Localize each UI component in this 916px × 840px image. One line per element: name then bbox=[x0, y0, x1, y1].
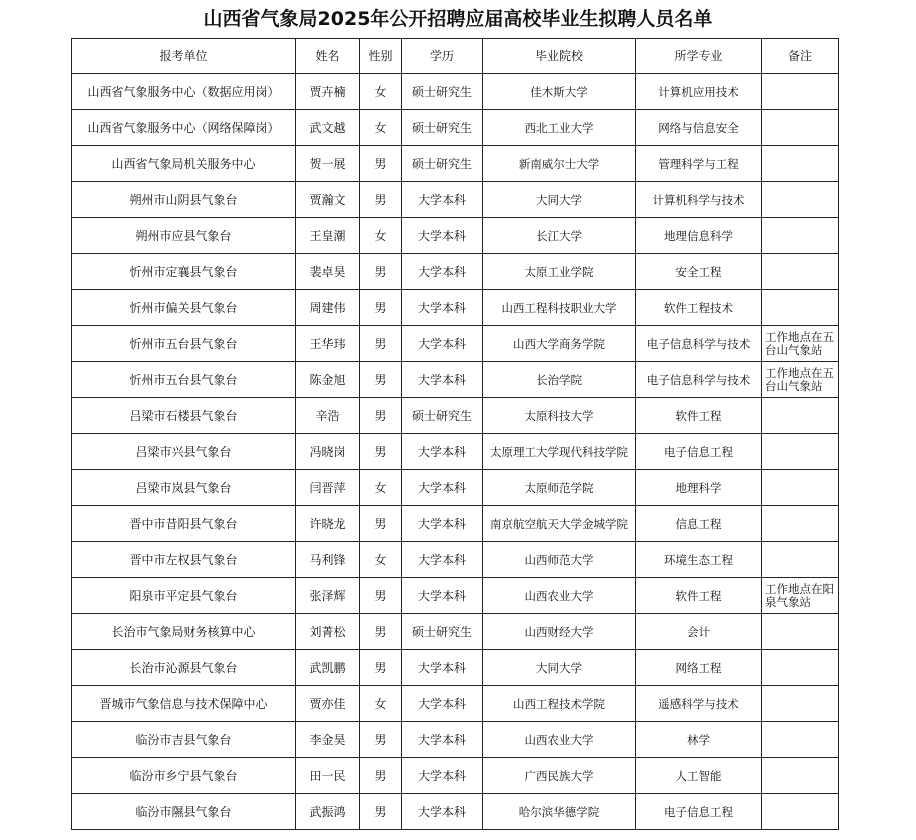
cell-note bbox=[762, 110, 839, 146]
table-row bbox=[72, 74, 839, 110]
cell-note: 工作地点在阳泉气象站 bbox=[762, 578, 839, 614]
cell-note bbox=[762, 290, 839, 326]
cell-gender: 男 bbox=[360, 794, 402, 830]
cell-name: 贾亦佳 bbox=[296, 686, 360, 722]
cell-major: 遥感科学与技术 bbox=[636, 686, 762, 722]
cell-name: 武文越 bbox=[296, 110, 360, 146]
header-school: 毕业院校 bbox=[483, 39, 636, 74]
cell-major: 网络与信息安全 bbox=[636, 110, 762, 146]
cell-name: 冯晓岗 bbox=[296, 434, 360, 470]
cell-degree: 大学本科 bbox=[402, 722, 483, 758]
table-row bbox=[72, 254, 839, 290]
cell-major: 电子信息工程 bbox=[636, 794, 762, 830]
cell-name: 闫晋萍 bbox=[296, 470, 360, 506]
cell-unit: 朔州市应县气象台 bbox=[72, 218, 296, 254]
table-row bbox=[72, 218, 839, 254]
table-row bbox=[72, 362, 839, 398]
cell-school: 太原师范学院 bbox=[483, 470, 636, 506]
cell-name: 马利锋 bbox=[296, 542, 360, 578]
table-row bbox=[72, 578, 839, 614]
cell-name: 许晓龙 bbox=[296, 506, 360, 542]
cell-degree: 大学本科 bbox=[402, 506, 483, 542]
cell-major: 环境生态工程 bbox=[636, 542, 762, 578]
cell-note bbox=[762, 470, 839, 506]
cell-degree: 大学本科 bbox=[402, 326, 483, 362]
table-row bbox=[72, 182, 839, 218]
table-row bbox=[72, 722, 839, 758]
table-row bbox=[72, 470, 839, 506]
cell-gender: 男 bbox=[360, 290, 402, 326]
cell-school: 西北工业大学 bbox=[483, 110, 636, 146]
cell-major: 电子信息工程 bbox=[636, 434, 762, 470]
cell-major: 人工智能 bbox=[636, 758, 762, 794]
header-gender: 性别 bbox=[360, 39, 402, 74]
header-row bbox=[72, 39, 839, 74]
cell-unit: 朔州市山阴县气象台 bbox=[72, 182, 296, 218]
cell-name: 张泽辉 bbox=[296, 578, 360, 614]
cell-degree: 硕士研究生 bbox=[402, 74, 483, 110]
roster-table bbox=[71, 38, 839, 830]
header-degree: 学历 bbox=[402, 39, 483, 74]
table-row bbox=[72, 542, 839, 578]
header-name: 姓名 bbox=[296, 39, 360, 74]
cell-unit: 长治市沁源县气象台 bbox=[72, 650, 296, 686]
cell-note bbox=[762, 74, 839, 110]
cell-unit: 山西省气象局机关服务中心 bbox=[72, 146, 296, 182]
cell-degree: 大学本科 bbox=[402, 254, 483, 290]
table-row bbox=[72, 686, 839, 722]
cell-school: 大同大学 bbox=[483, 650, 636, 686]
cell-unit: 吕梁市石楼县气象台 bbox=[72, 398, 296, 434]
cell-unit: 阳泉市平定县气象台 bbox=[72, 578, 296, 614]
cell-name: 贾卉楠 bbox=[296, 74, 360, 110]
cell-degree: 硕士研究生 bbox=[402, 614, 483, 650]
cell-gender: 男 bbox=[360, 722, 402, 758]
cell-gender: 女 bbox=[360, 542, 402, 578]
table-row bbox=[72, 146, 839, 182]
cell-name: 李金昊 bbox=[296, 722, 360, 758]
cell-name: 武凯鹏 bbox=[296, 650, 360, 686]
cell-note bbox=[762, 722, 839, 758]
cell-major: 计算机科学与技术 bbox=[636, 182, 762, 218]
cell-gender: 男 bbox=[360, 182, 402, 218]
table-row bbox=[72, 506, 839, 542]
cell-degree: 大学本科 bbox=[402, 686, 483, 722]
cell-unit: 晋中市昔阳县气象台 bbox=[72, 506, 296, 542]
cell-gender: 男 bbox=[360, 506, 402, 542]
cell-gender: 男 bbox=[360, 650, 402, 686]
cell-unit: 临汾市乡宁县气象台 bbox=[72, 758, 296, 794]
cell-major: 地理科学 bbox=[636, 470, 762, 506]
cell-gender: 男 bbox=[360, 758, 402, 794]
cell-note bbox=[762, 398, 839, 434]
table-row bbox=[72, 398, 839, 434]
table-row bbox=[72, 110, 839, 146]
cell-gender: 女 bbox=[360, 74, 402, 110]
cell-name: 裴卓昊 bbox=[296, 254, 360, 290]
cell-degree: 大学本科 bbox=[402, 362, 483, 398]
cell-degree: 大学本科 bbox=[402, 578, 483, 614]
table-row bbox=[72, 434, 839, 470]
cell-note bbox=[762, 794, 839, 830]
cell-unit: 山西省气象服务中心（网络保障岗） bbox=[72, 110, 296, 146]
cell-name: 贾瀚文 bbox=[296, 182, 360, 218]
cell-unit: 临汾市吉县气象台 bbox=[72, 722, 296, 758]
cell-degree: 大学本科 bbox=[402, 542, 483, 578]
cell-major: 信息工程 bbox=[636, 506, 762, 542]
cell-name: 武振鸿 bbox=[296, 794, 360, 830]
cell-major: 电子信息科学与技术 bbox=[636, 326, 762, 362]
cell-note bbox=[762, 146, 839, 182]
header-unit: 报考单位 bbox=[72, 39, 296, 74]
cell-school: 长治学院 bbox=[483, 362, 636, 398]
cell-degree: 硕士研究生 bbox=[402, 398, 483, 434]
cell-gender: 女 bbox=[360, 110, 402, 146]
cell-degree: 大学本科 bbox=[402, 290, 483, 326]
cell-major: 软件工程 bbox=[636, 398, 762, 434]
cell-school: 新南威尔士大学 bbox=[483, 146, 636, 182]
table-header bbox=[72, 39, 839, 74]
cell-note bbox=[762, 758, 839, 794]
cell-major: 网络工程 bbox=[636, 650, 762, 686]
cell-name: 刘菁松 bbox=[296, 614, 360, 650]
cell-unit: 长治市气象局财务核算中心 bbox=[72, 614, 296, 650]
cell-school: 太原理工大学现代科技学院 bbox=[483, 434, 636, 470]
cell-school: 大同大学 bbox=[483, 182, 636, 218]
cell-unit: 临汾市隰县气象台 bbox=[72, 794, 296, 830]
cell-major: 电子信息科学与技术 bbox=[636, 362, 762, 398]
cell-note bbox=[762, 254, 839, 290]
cell-degree: 大学本科 bbox=[402, 758, 483, 794]
cell-major: 管理科学与工程 bbox=[636, 146, 762, 182]
cell-unit: 忻州市五台县气象台 bbox=[72, 326, 296, 362]
cell-name: 贺一展 bbox=[296, 146, 360, 182]
cell-unit: 吕梁市岚县气象台 bbox=[72, 470, 296, 506]
table-row bbox=[72, 290, 839, 326]
cell-school: 山西师范大学 bbox=[483, 542, 636, 578]
cell-gender: 男 bbox=[360, 326, 402, 362]
cell-gender: 男 bbox=[360, 578, 402, 614]
cell-major: 软件工程 bbox=[636, 578, 762, 614]
cell-gender: 男 bbox=[360, 254, 402, 290]
cell-major: 软件工程技术 bbox=[636, 290, 762, 326]
cell-degree: 大学本科 bbox=[402, 794, 483, 830]
table-row bbox=[72, 650, 839, 686]
cell-unit: 忻州市定襄县气象台 bbox=[72, 254, 296, 290]
cell-degree: 硕士研究生 bbox=[402, 110, 483, 146]
cell-school: 山西工程科技职业大学 bbox=[483, 290, 636, 326]
cell-note bbox=[762, 650, 839, 686]
cell-note bbox=[762, 218, 839, 254]
cell-degree: 大学本科 bbox=[402, 434, 483, 470]
cell-gender: 女 bbox=[360, 686, 402, 722]
cell-degree: 大学本科 bbox=[402, 470, 483, 506]
cell-school: 山西大学商务学院 bbox=[483, 326, 636, 362]
cell-unit: 忻州市偏关县气象台 bbox=[72, 290, 296, 326]
cell-note bbox=[762, 614, 839, 650]
cell-school: 太原工业学院 bbox=[483, 254, 636, 290]
cell-school: 太原科技大学 bbox=[483, 398, 636, 434]
cell-gender: 男 bbox=[360, 362, 402, 398]
cell-school: 山西农业大学 bbox=[483, 578, 636, 614]
cell-name: 辛浩 bbox=[296, 398, 360, 434]
cell-major: 会计 bbox=[636, 614, 762, 650]
cell-unit: 晋城市气象信息与技术保障中心 bbox=[72, 686, 296, 722]
cell-name: 田一民 bbox=[296, 758, 360, 794]
cell-note: 工作地点在五台山气象站 bbox=[762, 326, 839, 362]
table-body bbox=[72, 74, 839, 830]
table-row bbox=[72, 758, 839, 794]
cell-degree: 大学本科 bbox=[402, 650, 483, 686]
cell-school: 佳木斯大学 bbox=[483, 74, 636, 110]
cell-note: 工作地点在五台山气象站 bbox=[762, 362, 839, 398]
page-title: 山西省气象局2025年公开招聘应届高校毕业生拟聘人员名单 bbox=[203, 8, 713, 30]
cell-school: 广西民族大学 bbox=[483, 758, 636, 794]
cell-name: 陈金旭 bbox=[296, 362, 360, 398]
cell-gender: 男 bbox=[360, 434, 402, 470]
cell-degree: 硕士研究生 bbox=[402, 146, 483, 182]
cell-name: 王华玮 bbox=[296, 326, 360, 362]
cell-unit: 忻州市五台县气象台 bbox=[72, 362, 296, 398]
cell-unit: 吕梁市兴县气象台 bbox=[72, 434, 296, 470]
cell-major: 林学 bbox=[636, 722, 762, 758]
cell-gender: 男 bbox=[360, 146, 402, 182]
cell-school: 哈尔滨华德学院 bbox=[483, 794, 636, 830]
cell-school: 山西财经大学 bbox=[483, 614, 636, 650]
cell-note bbox=[762, 434, 839, 470]
cell-name: 周建伟 bbox=[296, 290, 360, 326]
cell-degree: 大学本科 bbox=[402, 182, 483, 218]
header-major: 所学专业 bbox=[636, 39, 762, 74]
cell-note bbox=[762, 686, 839, 722]
cell-name: 王皇潮 bbox=[296, 218, 360, 254]
cell-major: 计算机应用技术 bbox=[636, 74, 762, 110]
cell-degree: 大学本科 bbox=[402, 218, 483, 254]
cell-school: 山西工程技术学院 bbox=[483, 686, 636, 722]
cell-school: 南京航空航天大学金城学院 bbox=[483, 506, 636, 542]
table-row bbox=[72, 326, 839, 362]
cell-note bbox=[762, 182, 839, 218]
cell-gender: 男 bbox=[360, 614, 402, 650]
cell-school: 山西农业大学 bbox=[483, 722, 636, 758]
table-row bbox=[72, 794, 839, 830]
cell-note bbox=[762, 506, 839, 542]
cell-gender: 女 bbox=[360, 218, 402, 254]
header-note: 备注 bbox=[762, 39, 839, 74]
table-row bbox=[72, 614, 839, 650]
cell-gender: 女 bbox=[360, 470, 402, 506]
cell-note bbox=[762, 542, 839, 578]
cell-unit: 晋中市左权县气象台 bbox=[72, 542, 296, 578]
cell-major: 安全工程 bbox=[636, 254, 762, 290]
cell-major: 地理信息科学 bbox=[636, 218, 762, 254]
cell-unit: 山西省气象服务中心（数据应用岗） bbox=[72, 74, 296, 110]
cell-gender: 男 bbox=[360, 398, 402, 434]
cell-school: 长江大学 bbox=[483, 218, 636, 254]
